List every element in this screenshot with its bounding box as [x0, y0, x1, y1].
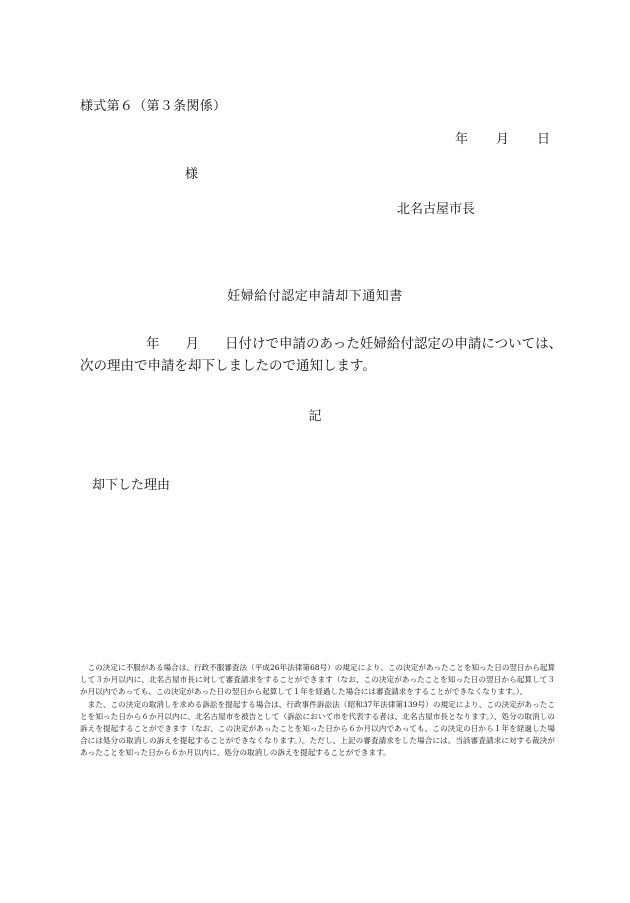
appeal-notice-paragraph-1: この決定に不服がある場合は、行政不服審査法（平成26年法律第68号）の規定により、この決定があったことを知った日の翌日から起算して３か月以内に、北名古屋市長に対して審査請求をすることができます（なお、この決定があったことを知った日の翌日から起算して３か月以内であっても、この決定があった日の翌日から起算して１年を経過した場合には審査請求をすることができなくなります。）。 — [80, 663, 555, 697]
form-number: 様式第６（第３条関係） — [80, 99, 227, 114]
recipient-honorific: 様 — [185, 167, 199, 182]
body-line-1 — [80, 333, 563, 355]
body-month: 月 — [185, 336, 199, 352]
body-year: 年 — [146, 336, 160, 352]
date-month: 月 — [495, 132, 509, 147]
date-year: 年 — [454, 132, 468, 147]
issuer-name: 北名古屋市長 — [396, 202, 475, 217]
date-day: 日 — [536, 132, 550, 147]
body-text — [80, 333, 563, 377]
body-line-2: 次の理由で申請を却下しましたので通知します。 — [80, 358, 376, 374]
appeal-notice — [80, 662, 555, 760]
document-title: 妊婦給付認定申請却下通知書 — [227, 289, 403, 304]
body-line-1-rest: 日付けで申請のあった妊婦給付認定の申請については、 — [225, 336, 563, 352]
reason-label: 却下した理由 — [92, 478, 171, 493]
ki-heading: 記 — [308, 409, 322, 424]
appeal-notice-paragraph-2: また、この決定の取消しを求める訴訟を提起する場合は、行政事件訴訟法（昭和37年法律第139号）の規定により、この決定があったことを知った日から６か月以内に、北名古屋市を被告として（訴訟において市を代表する者は、北名古屋市長となります。）、処分の取消しの訴えを提起することができます（なお、この決定があったことを知った日から６か月以内であっても、この決定の日から１年を経過した場合には処分の取消しの訴えを提起することができなくなります。）。ただし、上記の審査請求をした場合には、当該審査請求に対する裁決があったことを知った日から６か月以内に、処分の取消しの訴えを提起することができます。 — [80, 699, 555, 758]
date-line — [455, 128, 550, 147]
